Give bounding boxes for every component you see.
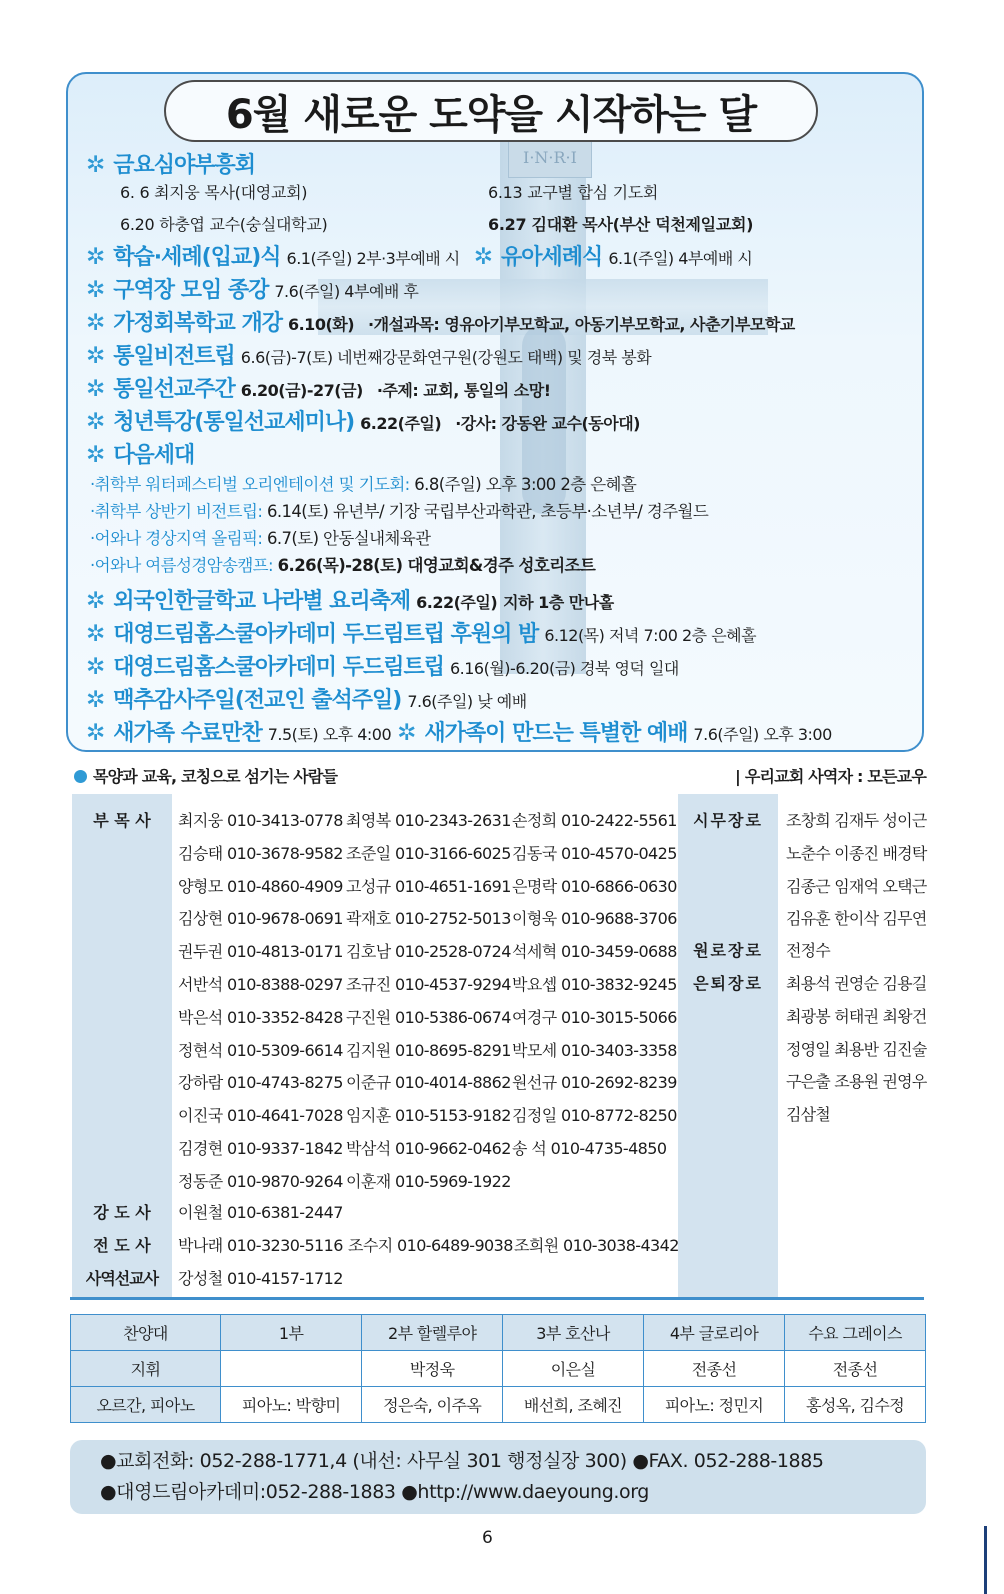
staff-entry: 곽재호 010-2752-5013 — [346, 909, 511, 929]
revival-item: 6. 6 최지웅 목사(대영교회) — [120, 183, 308, 202]
flower-icon: ✲ — [86, 442, 106, 468]
table-cell: 피아노: 박향미 — [221, 1387, 362, 1423]
staff-entry: 이준규 010-4014-8862 — [346, 1073, 511, 1093]
page-number: 6 — [482, 1528, 493, 1548]
table-row — [71, 1351, 926, 1387]
staff-entry: 정동준 010-9870-9264 — [178, 1171, 343, 1191]
elder-names: 노춘수 이종진 배경탁 — [786, 843, 927, 863]
elder-retired-label: 은퇴장로 — [693, 974, 763, 993]
table-header-cell: 2부 할렐루야 — [362, 1315, 503, 1351]
divider — [70, 1297, 924, 1300]
event-date: 6.22(주일) — [416, 593, 498, 612]
staff-entry: 최영복 010-2343-2631 — [346, 811, 511, 830]
event-date: 6.22(주일) — [360, 414, 442, 433]
event-heading: 다음세대 — [113, 443, 195, 468]
event-heading: 외국인한글학교 나라별 요리축제 — [113, 589, 411, 614]
revival-item: 6.27 김대환 목사(부산 덕천제일교회) — [488, 215, 754, 234]
role-evangelist: 강 도 사 — [93, 1203, 151, 1222]
elder-names: 조창희 김재두 성이근 — [786, 811, 927, 830]
event-detail: ·주제: 교회, 통일의 소망! — [376, 381, 551, 400]
staff-entry: 김호남 010-2528-0724 — [346, 942, 511, 962]
elder-active-label: 시무장로 — [693, 811, 763, 830]
staff-entry: 구진원 010-5386-0674 — [346, 1007, 511, 1027]
staff-entry: 석세혁 010-3459-0688 — [512, 942, 677, 962]
staff-entry: 송 석 010-4735-4850 — [512, 1139, 667, 1158]
table-cell: 지휘 — [71, 1351, 221, 1387]
staff-entry: 이형욱 010-9688-3706 — [512, 909, 677, 929]
table-cell: 홍성옥, 김수정 — [785, 1387, 926, 1423]
cross-inscription: I·N·R·I — [508, 138, 592, 178]
staff-entry: 박삼석 010-9662-0462 — [346, 1139, 511, 1158]
event-date: 6.20(금)-27(금) — [240, 381, 363, 400]
event-baptism — [86, 240, 752, 271]
staff-entry: 양형모 010-4860-4909 — [178, 876, 343, 896]
staff-entry: 김동국 010-4570-0425 — [512, 843, 677, 863]
event-date: 6.10(화) — [287, 315, 355, 334]
event-family-school — [86, 306, 795, 337]
elder-names: 전정수 — [786, 941, 830, 960]
staff-entry: 조준일 010-3166-6025 — [346, 843, 511, 863]
table-header-cell: 4부 글로리아 — [643, 1315, 784, 1351]
flower-icon: ✲ — [397, 720, 417, 746]
contact-phone: ●교회전화: 052-288-1771,4 (내선: 사무실 301 행정실장 300) ●FAX. 052-288-1885 — [100, 1450, 824, 1472]
staff-entry: 조희원 010-3038-4342 — [514, 1236, 679, 1255]
event-heading: 학습·세례(입교)식 — [113, 245, 281, 270]
choir-table — [70, 1314, 926, 1423]
next-gen-item: ·어와나 경상지역 올림픽: 6.7(토) 안동실내체육관 — [90, 529, 431, 548]
staff-entry: 조규진 010-4537-9294 — [346, 975, 511, 994]
event-dream-trip — [86, 650, 679, 681]
flower-icon: ✲ — [86, 376, 106, 402]
event-heading: 가정회복학교 개강 — [113, 311, 282, 336]
table-cell: 정은숙, 이주옥 — [362, 1387, 503, 1423]
next-gen-item: ·취학부 상반기 비전트립: 6.14(토) 유년부/ 기장 국립부산과학관, 초등부·소년부/ 경주월드 — [90, 502, 709, 521]
event-detail: 6.1(주일) 2부·3부예배 시 — [286, 249, 460, 268]
event-district — [86, 273, 418, 304]
elder-names: 김삼철 — [786, 1105, 830, 1125]
flower-icon: ✲ — [86, 409, 106, 435]
table-header-cell: 3부 호산나 — [503, 1315, 644, 1351]
staff-entry: 박은석 010-3352-8428 — [178, 1007, 343, 1027]
flower-icon: ✲ — [86, 244, 106, 270]
event-unity-week — [86, 372, 551, 403]
staff-entry: 원선규 010-2692-8239 — [512, 1073, 677, 1093]
flower-icon: ✲ — [86, 588, 106, 614]
flower-icon: ✲ — [86, 687, 106, 713]
staff-entry: 박나래 010-3230-5116 — [178, 1236, 343, 1255]
staff-entry: 여경구 010-3015-5066 — [512, 1007, 677, 1027]
staff-entry: 권두권 010-4813-0171 — [178, 942, 343, 962]
flower-icon: ✲ — [86, 310, 106, 336]
table-cell: 전종선 — [785, 1351, 926, 1387]
contact-web[interactable]: ●대영드림아카데미:052-288-1883 ●http://www.daeyoung.org — [100, 1481, 649, 1503]
staff-right-label: | 우리교회 사역자 : 모든교우 — [735, 766, 926, 786]
event-detail: ·강사: 강동완 교수(동아대) — [455, 414, 640, 433]
flower-icon: ✲ — [86, 720, 106, 746]
event-detail: 6.6(금)-7(토) 네번째강문화연구원(강원도 태백) 및 경북 봉화 — [240, 348, 652, 367]
flower-icon: ✲ — [86, 343, 106, 369]
page-title-box — [164, 80, 818, 142]
role-associate: 부 목 사 — [93, 811, 151, 830]
table-cell: 피아노: 정민지 — [643, 1387, 784, 1423]
elder-names: 최용석 권영순 김용길 — [786, 974, 927, 993]
table-cell: 박정욱 — [362, 1351, 503, 1387]
staff-entry: 이원철 010-6381-2447 — [178, 1203, 343, 1222]
staff-entry: 고성규 010-4651-1691 — [346, 876, 511, 896]
contact-box — [70, 1440, 926, 1514]
event-dream-night — [86, 617, 756, 648]
next-gen-item: ·어와나 여름성경암송캠프: 6.26(목)-28(토) 대영교회&경주 성호리조트 — [90, 556, 596, 575]
event-detail: 6.16(월)-6.20(금) 경북 영덕 일대 — [449, 659, 679, 678]
event-heading: 새가족 수료만찬 — [113, 721, 262, 746]
staff-entry: 은명락 010-6866-0630 — [512, 876, 677, 896]
table-cell: 이은실 — [503, 1351, 644, 1387]
event-heading: 유아세례식 — [501, 245, 603, 270]
event-foreign-school — [86, 584, 614, 615]
event-detail: 7.6(주일) 낮 예배 — [407, 692, 527, 711]
staff-entry: 서반석 010-8388-0297 — [178, 975, 343, 994]
staff-entry: 김정일 010-8772-8250 — [512, 1106, 677, 1126]
staff-entry: 김상현 010-9678-0691 — [178, 909, 343, 929]
flower-icon: ✲ — [86, 152, 106, 178]
staff-entry: 이훈재 010-5969-1922 — [346, 1171, 511, 1191]
event-heading: 통일비전트립 — [113, 344, 235, 369]
elder-names: 김유훈 한이삭 김무연 — [786, 909, 927, 929]
elder-senior-label: 원로장로 — [693, 941, 763, 960]
elder-column — [678, 794, 778, 1298]
staff-entry: 김승태 010-3678-9582 — [178, 843, 343, 863]
event-heading: 청년특강(통일선교세미나) — [113, 410, 355, 435]
staff-entry: 강성철 010-4157-1712 — [178, 1269, 343, 1288]
elder-names: 구은출 조용원 권영우 — [786, 1072, 927, 1092]
table-cell — [221, 1351, 362, 1387]
flower-icon: ✲ — [473, 244, 494, 270]
revival-item: 6.20 하충엽 교수(숭실대학교) — [120, 215, 328, 234]
event-detail: 7.5(토) 오후 4:00 — [267, 725, 392, 744]
flower-icon: ✲ — [86, 277, 106, 303]
staff-entry: 강하람 010-4743-8275 — [178, 1073, 343, 1093]
staff-entry: 정현석 010-5309-6614 — [178, 1040, 343, 1060]
event-detail: ·개설과목: 영유아기부모학교, 아동기부모학교, 사춘기부모학교 — [368, 315, 795, 334]
event-heading: 맥추감사주일(전교인 출석주일) — [113, 688, 402, 713]
event-heading: 대영드림홈스쿨아카데미 두드림트립 — [113, 655, 444, 680]
bullet-icon — [74, 770, 87, 783]
role-preacher: 전 도 사 — [93, 1236, 151, 1255]
page-edge-marker — [984, 1526, 987, 1594]
table-cell: 오르간, 피아노 — [71, 1387, 221, 1423]
elder-names: 최광봉 허태권 최왕건 — [786, 1006, 927, 1026]
event-detail: 지하 1층 만나홀 — [503, 593, 614, 612]
flower-icon: ✲ — [86, 621, 106, 647]
page-title: 6월 새로운 도약을 시작하는 달 — [225, 91, 757, 138]
events-panel — [66, 72, 924, 752]
event-barley — [86, 683, 527, 714]
event-next-gen — [86, 438, 200, 469]
event-new-family — [86, 716, 832, 747]
event-detail: 6.1(주일) 4부예배 시 — [608, 249, 753, 268]
staff-entry: 손정희 010-2422-5561 — [512, 811, 677, 830]
event-detail: 7.6(주일) 오후 3:00 — [693, 725, 832, 744]
staff-entry: 김경현 010-9337-1842 — [178, 1139, 343, 1158]
staff-title: 목양과 교육, 코칭으로 섬기는 사람들 — [93, 766, 338, 786]
staff-entry: 박요셉 010-3832-9245 — [512, 975, 677, 994]
role-mission: 사역선교사 — [85, 1269, 159, 1288]
next-gen-item: ·취학부 워터페스티벌 오리엔테이션 및 기도회: 6.8(주일) 오후 3:00 2층 은혜홀 — [90, 475, 637, 494]
staff-entry: 김지원 010-8695-8291 — [346, 1040, 511, 1060]
staff-header — [74, 762, 926, 788]
staff-entry: 임지훈 010-5153-9182 — [346, 1106, 511, 1126]
elder-names: 김종근 임재억 오택근 — [786, 876, 927, 896]
event-youth — [86, 405, 640, 436]
table-header-cell: 수요 그레이스 — [785, 1315, 926, 1351]
event-heading: 대영드림홈스쿨아카데미 두드림트립 후원의 밤 — [113, 622, 539, 647]
staff-entry: 최지웅 010-3413-0778 — [178, 811, 343, 830]
event-heading: 통일선교주간 — [113, 377, 235, 402]
table-cell: 배선희, 조혜진 — [503, 1387, 644, 1423]
table-header-cell: 1부 — [221, 1315, 362, 1351]
staff-entry: 박모세 010-3403-3358 — [512, 1040, 677, 1060]
staff-entry: 이진국 010-4641-7028 — [178, 1106, 343, 1126]
event-heading: 새가족이 만드는 특별한 예배 — [424, 721, 688, 746]
event-revival — [86, 148, 261, 179]
table-cell: 전종선 — [643, 1351, 784, 1387]
event-heading: 금요심야부흥회 — [113, 153, 256, 178]
staff-entry: 조수지 010-6489-9038 — [348, 1236, 513, 1255]
elder-names: 정영일 최용반 김진술 — [786, 1039, 927, 1059]
revival-item: 6.13 교구별 합심 기도회 — [488, 183, 659, 202]
event-detail: 6.12(목) 저녁 7:00 2층 은혜홀 — [544, 626, 757, 645]
event-unity-trip — [86, 339, 651, 370]
table-header-row — [71, 1315, 926, 1351]
table-header-cell: 찬양대 — [71, 1315, 221, 1351]
table-row — [71, 1387, 926, 1423]
event-detail: 7.6(주일) 4부예배 후 — [274, 282, 419, 301]
flower-icon: ✲ — [86, 654, 106, 680]
event-heading: 구역장 모임 종강 — [113, 278, 269, 303]
